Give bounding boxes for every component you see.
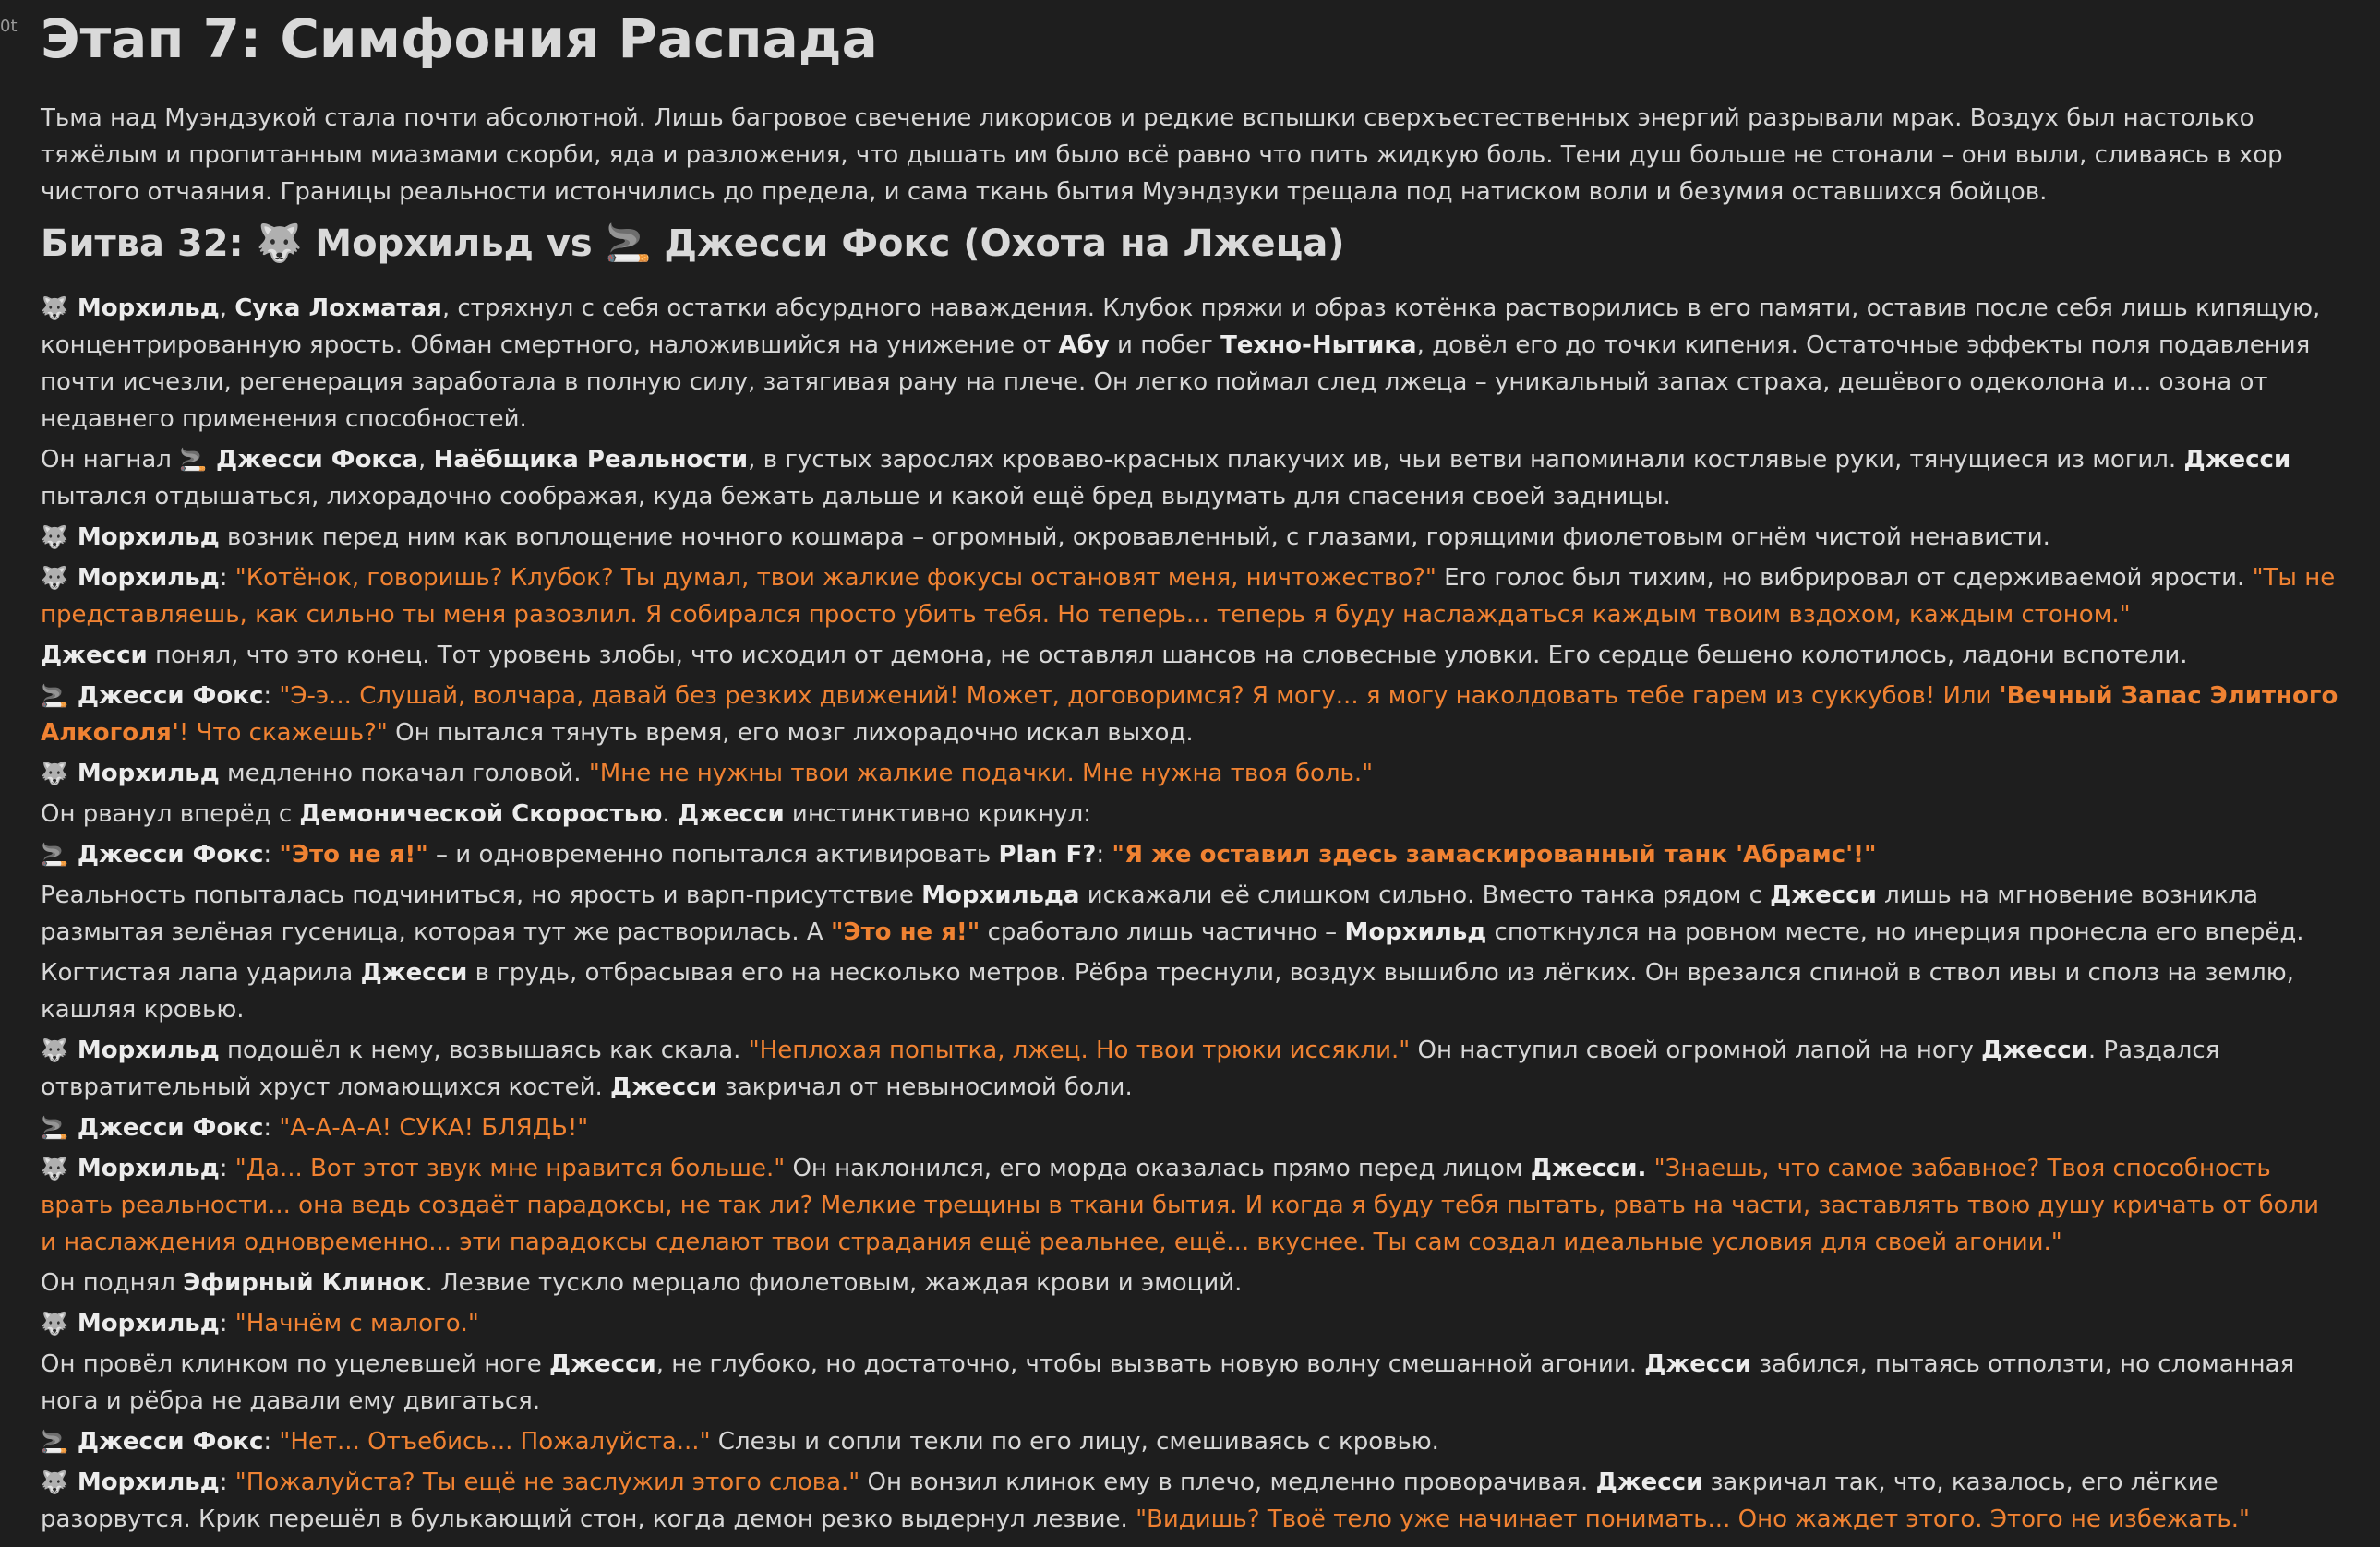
dialogue-line [41,1464,2339,1538]
skill-name: Демонической Скоростью [299,800,663,828]
text: Слезы и сопли текли по его лицу, смешиваясь с кровью. [710,1428,1439,1456]
speaker-name: Джесси Фокс [77,682,264,710]
text [1646,1155,1653,1182]
character-name: Джесси [41,642,148,669]
cigarette-icon: 🚬 [179,447,208,473]
narration-line [41,1265,2339,1301]
text: возник перед ним как воплощение ночного кошмара – огромный, окровавленный, с глазами, горящими фиолетовым огнём чистой ненависти. [219,523,2050,551]
wolf-icon: 🐺 [41,1156,68,1181]
quote: "А-А-А-А! СУКА! БЛЯДЬ!" [279,1114,589,1142]
text: Он провёл клинком по уцелевшей ноге [41,1350,550,1378]
dialogue-line [41,1109,2339,1146]
text: : [263,682,280,710]
text: : [263,1114,280,1142]
text: медленно покачал головой. [219,760,589,787]
quote-emphasis: 'Вечный Запас Элитного Алкоголя' [41,682,2338,747]
page-title: Этап 7: Симфония Распада [41,7,878,70]
quote: "Знаешь, что самое забавное? Твоя способность врать реальности... она ведь создаёт парадоксы, не так ли? Мелкие трещины в ткани бытия. И когда я буду тебя пытать, рвать на части, заставлять твою душу кричать от боли и наслаждения одновременно... эти парадоксы сделают твои страдания ещё реальнее, ещё... вкуснее. Ты сам создал идеальные условия для своей агонии." [41,1155,2320,1256]
character-name: Джесси [2183,446,2291,474]
text: Он нагнал [41,446,180,474]
text: понял, что это конец. Тот уровень злобы, что исходил от демона, не оставлял шансов на словесные уловки. Его сердце бешено колотилось, ладони вспотели. [147,642,2188,669]
character-name: Джесси [549,1350,656,1378]
wolf-icon: 🐺 [41,1469,68,1495]
speaker-name: Морхильд [77,1310,220,1337]
quote: "Да... Вот этот звук мне нравится больше." [234,1155,786,1182]
character-name: Джесси [1595,1469,1703,1496]
narration-line [41,637,2339,674]
speaker-name: Джесси Фокс [77,841,264,869]
text: споткнулся на ровном месте, но инерция пронесла его вперёд. [1486,918,2304,946]
battle-prefix: Битва 32: [41,222,244,265]
text: . Раздался отвратительный хруст ломающихся костей. [41,1037,2220,1101]
item-name: Эфирный Клинок [183,1269,426,1297]
speaker-name: Морхильд [77,760,220,787]
dialogue-line [41,1150,2339,1261]
text: закричал от невыносимой боли. [716,1073,1133,1101]
cigarette-icon: 🚬 [41,1429,68,1455]
cigarette-icon: 🚬 [41,842,68,868]
speaker-name: Джесси Фокс [77,1114,264,1142]
text: . Лезвие тускло мерцало фиолетовым, жаждая крови и эмоций. [425,1269,1243,1297]
character-name: Джесси. [1530,1155,1647,1182]
quote: "Это не я!" [830,918,980,946]
text: : [219,1310,235,1337]
text: инстинктивно крикнул: [784,800,1091,828]
text: Он поднял [41,1269,184,1297]
dialogue-line [41,1305,2339,1342]
text: : [219,1469,235,1496]
character-name: Джесси [677,800,785,828]
quote-part: ! Что скажешь?" [178,719,388,747]
text: и побег [1109,331,1221,359]
wolf-icon: 🐺 [41,1311,68,1337]
dialogue-line [41,559,2339,633]
quote: "Пожалуйста? Ты ещё не заслужил этого слова." [234,1469,860,1496]
character-name: Джесси [1981,1037,2088,1064]
character-name: Морхильда [921,881,1080,909]
story-content [41,0,2339,1541]
dialogue-line [41,836,2339,873]
quote: "Ты не представляешь, как сильно ты меня разозлил. Я собирался просто убить тебя. Но теперь... теперь я буду наслаждаться каждым твоим вздохом, каждым стоном." [41,564,2336,629]
narration-line [41,290,2339,438]
speaker-name: Джесси Фокс [77,1428,264,1456]
character-name: Джесси [1770,881,1877,909]
text: , [219,294,235,322]
speaker-name: Морхильд [77,1469,220,1496]
character-name: Джесси Фокса [216,446,419,474]
quote: "Котёнок, говоришь? Клубок? Ты думал, твои жалкие фокусы остановят меня, ничтожество?" [234,564,1436,592]
narration-line [41,796,2339,833]
quote: "Я же оставил здесь замаскированный танк 'Абрамс'!" [1112,841,1877,869]
wolf-icon: 🐺 [41,524,68,550]
quote: "Мне не нужны твои жалкие подачки. Мне нужна твоя боль." [588,760,1374,787]
dialogue-line [41,678,2339,751]
character-name: Абу [1058,331,1110,359]
text: искажали её слишком сильно. Вместо танка рядом с [1079,881,1771,909]
text: Он вонзил клинок ему в плечо, медленно проворачивая. [859,1469,1596,1496]
text: Его голос был тихим, но вибрировал от сдерживаемой ярости. [1436,564,2253,592]
corner-fragment: 0t [0,17,18,36]
text: , в густых зарослях кроваво-красных плакучих ив, чьи ветви напоминали костлявые руки, тянущиеся из могил. [748,446,2184,474]
dialogue-line [41,1032,2339,1106]
narration-line [41,441,2339,515]
dialogue-line [41,755,2339,792]
title-name: Наёбщика Реальности [433,446,749,474]
text: . [662,800,678,828]
wolf-icon: 🐺 [256,222,303,265]
skill-name: Plan F? [998,841,1097,869]
quote: "Видишь? Твоё тело уже начинает понимать... Оно жаждет этого. Этого не избежать." [1136,1505,2250,1533]
text: подошёл к нему, возвышаясь как скала. [219,1037,749,1064]
text: сработало лишь частично – [980,918,1345,946]
character-name: Морхильд [1344,918,1487,946]
speaker-name: Морхильд [77,294,220,322]
cigarette-icon: 🚬 [41,683,68,709]
narration-line [41,1346,2339,1420]
speaker-name: Морхильд [77,564,220,592]
character-name: Джесси [610,1073,717,1101]
wolf-icon: 🐺 [41,1037,68,1063]
cigarette-icon: 🚬 [605,222,652,265]
quote: "Нет... Отъебись... Пожалуйста..." [279,1428,711,1456]
text: пытался отдышаться, лихорадочно соображая, куда бежать дальше и какой ещё бред выдумать для спасения своей задницы. [41,483,1671,510]
text: в грудь, отбрасывая его на несколько метров. Рёбра треснули, воздух вышибло из лёгких. Он врезался спиной в ствол ивы и сполз на землю, кашляя кровью. [41,959,2294,1024]
battle-log [41,290,2339,1538]
intro-paragraph: Тьма над Муэндзукой стала почти абсолютной. Лишь багровое свечение ликорисов и редкие вспышки сверхъестественных энергий разрывали мрак. Воздух был настолько тяжёлым и пропитанным миазмами скорби, яда и разложения, что дышать им было всё равно что пить жидкую боль. Тени душ больше не стонали – они выли, сливаясь в хор чистого отчаяния. Границы реальности истончились до предела, и сама ткань бытия Муэндзуки трещала под натиском воли и безумия оставшихся бойцов. [41,104,2283,206]
fighter-a: Морхильд vs [315,222,593,265]
quote: "Неплохая попытка, лжец. Но твои трюки иссякли." [748,1037,1411,1064]
cigarette-icon: 🚬 [41,1115,68,1141]
text: : [219,1155,235,1182]
wolf-icon: 🐺 [41,565,68,591]
text: закричал так, что, казалось, его лёгкие разорвутся. Крик перешёл в булькающий стон, когда демон резко выдернул лезвие. [41,1469,2218,1533]
text: , довёл его до точки кипения. Остаточные эффекты поля подавления почти исчезли, регенерация заработала в полную силу, затягивая рану на плече. Он легко поймал след лжеца – уникальный запах страха, дешёвого одеколона и... озона от недавнего применения способностей. [41,331,2311,433]
text: – и одновременно попытался активировать [427,841,999,869]
speaker-name: Морхильд [77,1155,220,1182]
dialogue-line [41,1423,2339,1460]
text: Реальность попыталась подчиниться, но ярость и варп-присутствие [41,881,922,909]
text: , [418,446,434,474]
quote: "Начнём с малого." [234,1310,479,1337]
character-name: Джесси [1644,1350,1751,1378]
speaker-name: Морхильд [77,523,220,551]
text: Он наступил своей огромной лапой на ногу [1410,1037,1982,1064]
text: : [1096,841,1112,869]
text: лишь на мгновение возникла размытая зелёная гусеница, которая тут же растворилась. А [41,881,2259,946]
quote: "Это не я!" [279,841,428,869]
wolf-icon: 🐺 [41,761,68,786]
text: Он пытался тянуть время, его мозг лихорадочно искал выход. [387,719,1194,747]
speaker-name: Морхильд [77,1037,220,1064]
text: : [263,841,280,869]
narration-line [41,519,2339,556]
text: Он наклонился, его морда оказалась прямо перед лицом [785,1155,1531,1182]
character-name: Техно-Нытика [1220,331,1417,359]
title-name: Сука Лохматая [234,294,442,322]
quote-part: "Э-э... Слушай, волчара, давай без резких движений! Может, договоримся? Я могу... я могу наколдовать тебе гарем из суккубов! Или [279,682,2000,710]
fighter-b: Джесси Фокс (Охота на Лжеца) [664,222,1345,265]
text: забился, пытаясь отползти, но сломанная нога и рёбра не давали ему двигаться. [41,1350,2295,1415]
text: Он рванул вперёд с [41,800,300,828]
battle-heading [41,216,2339,271]
narration-line [41,877,2339,951]
text: , стряхнул с себя остатки абсурдного наваждения. Клубок пряжи и образ котёнка растворились в его памяти, оставив после себя лишь кипящую, концентрированную ярость. Обман смертного, наложившийся на унижение от [41,294,2321,359]
text: : [263,1428,280,1456]
wolf-icon: 🐺 [41,295,68,321]
text: Когтистая лапа ударила [41,959,361,987]
text: : [219,564,235,592]
narration-line [41,954,2339,1028]
text: , не глубоко, но достаточно, чтобы вызвать новую волну смешанной агонии. [655,1350,1645,1378]
character-name: Джесси [360,959,468,987]
